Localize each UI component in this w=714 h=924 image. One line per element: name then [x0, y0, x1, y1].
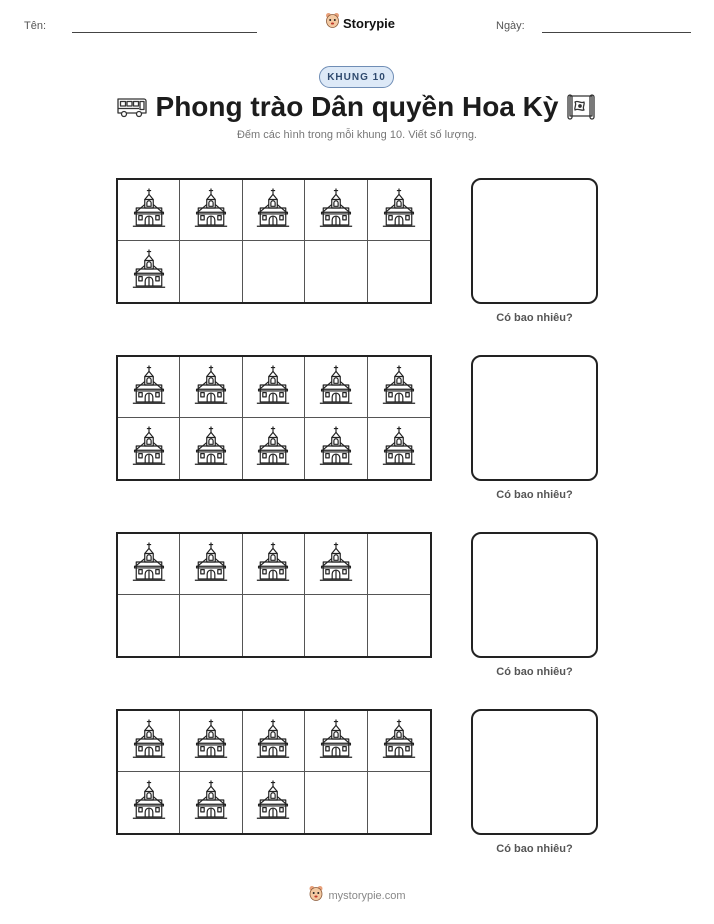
ten-frame-cell — [118, 534, 180, 595]
ten-frame-cell — [180, 534, 242, 595]
church-icon — [132, 248, 166, 295]
church-icon — [382, 718, 416, 765]
map-icon — [566, 93, 596, 126]
how-many-label: Có bao nhiêu? — [496, 843, 573, 855]
church-icon — [132, 779, 166, 826]
ten-frame-cell — [118, 595, 180, 656]
church-icon — [194, 187, 228, 234]
church-icon — [194, 364, 228, 411]
ten-frame-cell — [243, 595, 305, 656]
answer-box[interactable] — [471, 178, 598, 304]
church-icon — [132, 187, 166, 234]
ten-frame — [116, 709, 432, 835]
answer-box[interactable] — [471, 355, 598, 481]
ten-frame-cell — [243, 357, 305, 418]
church-icon — [256, 718, 290, 765]
church-icon — [194, 425, 228, 472]
ten-frame-cell — [118, 711, 180, 772]
church-icon — [132, 718, 166, 765]
footer — [0, 885, 714, 907]
ten-frame-cell — [243, 772, 305, 833]
ten-frame-cell — [180, 772, 242, 833]
how-many-label: Có bao nhiêu? — [496, 666, 573, 678]
church-icon — [132, 541, 166, 588]
ten-frame-cell — [368, 180, 430, 241]
church-icon — [382, 425, 416, 472]
ten-frame-cell — [305, 180, 367, 241]
church-icon — [256, 541, 290, 588]
ten-frame-badge: KHUNG 10 — [319, 66, 394, 88]
church-icon — [382, 187, 416, 234]
ten-frame-cell — [368, 711, 430, 772]
brand-logo — [325, 12, 395, 34]
church-icon — [319, 364, 353, 411]
ten-frame-cell — [368, 595, 430, 656]
church-icon — [194, 541, 228, 588]
ten-frame-cell — [180, 241, 242, 302]
ten-frame-cell — [118, 357, 180, 418]
how-many-label: Có bao nhiêu? — [496, 489, 573, 501]
page-title: Phong trào Dân quyền Hoa Kỳ — [155, 91, 559, 122]
date-label: Ngày: — [496, 20, 525, 32]
ten-frame-cell — [368, 534, 430, 595]
name-label: Tên: — [24, 20, 47, 32]
ten-frame-cell — [243, 534, 305, 595]
storypie-mascot-icon — [325, 12, 340, 34]
ten-frame-cell — [368, 241, 430, 302]
date-field[interactable] — [542, 32, 691, 33]
church-icon — [319, 425, 353, 472]
ten-frame-cell — [368, 418, 430, 479]
church-icon — [256, 187, 290, 234]
ten-frame-cell — [118, 180, 180, 241]
ten-frame-cell — [243, 418, 305, 479]
church-icon — [256, 425, 290, 472]
ten-frame-cell — [368, 357, 430, 418]
footer-url: mystorypie.com — [328, 890, 406, 902]
church-icon — [194, 718, 228, 765]
ten-frame — [116, 178, 432, 304]
ten-frame — [116, 532, 432, 658]
ten-frame — [116, 355, 432, 481]
bus-icon — [116, 96, 148, 123]
ten-frame-cell — [305, 357, 367, 418]
ten-frame-cell — [118, 418, 180, 479]
church-icon — [194, 779, 228, 826]
storypie-mascot-icon — [308, 885, 324, 907]
church-icon — [256, 779, 290, 826]
ten-frame-cell — [180, 180, 242, 241]
ten-frame-cell — [305, 534, 367, 595]
church-icon — [319, 187, 353, 234]
ten-frame-cell — [118, 241, 180, 302]
church-icon — [256, 364, 290, 411]
ten-frame-cell — [243, 180, 305, 241]
ten-frame-cell — [243, 711, 305, 772]
ten-frame-cell — [305, 595, 367, 656]
name-field[interactable] — [72, 32, 257, 33]
answer-box[interactable] — [471, 709, 598, 835]
church-icon — [319, 541, 353, 588]
church-icon — [132, 364, 166, 411]
answer-box[interactable] — [471, 532, 598, 658]
ten-frame-cell — [305, 711, 367, 772]
ten-frame-cell — [305, 418, 367, 479]
ten-frame-cell — [180, 418, 242, 479]
how-many-label: Có bao nhiêu? — [496, 312, 573, 324]
ten-frame-cell — [180, 595, 242, 656]
ten-frame-cell — [243, 241, 305, 302]
church-icon — [382, 364, 416, 411]
ten-frame-cell — [180, 711, 242, 772]
church-icon — [319, 718, 353, 765]
ten-frame-cell — [180, 357, 242, 418]
church-icon — [132, 425, 166, 472]
ten-frame-cell — [118, 772, 180, 833]
ten-frame-cell — [368, 772, 430, 833]
ten-frame-cell — [305, 241, 367, 302]
instructions: Đếm các hình trong mỗi khung 10. Viết số lượng. — [236, 129, 477, 141]
brand-name: Storypie — [343, 15, 396, 31]
ten-frame-cell — [305, 772, 367, 833]
